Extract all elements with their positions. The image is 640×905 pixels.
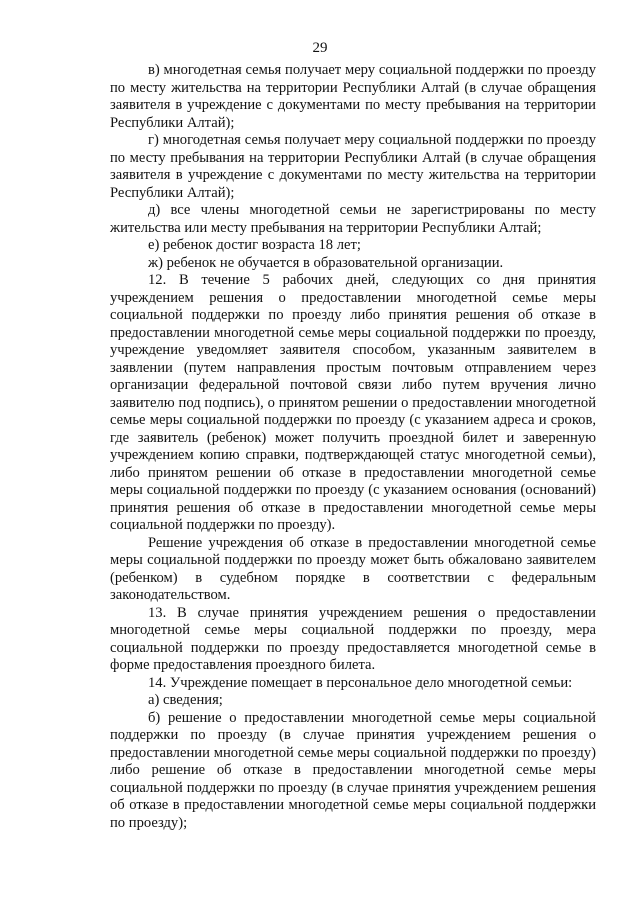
paragraph-d: д) все члены многодетной семьи не зарегистрированы по месту жительства или месту пребывания на территории Республики Алтай; xyxy=(110,202,596,236)
paragraph-e: е) ребенок достиг возраста 18 лет; xyxy=(148,237,361,253)
document-body xyxy=(110,62,596,832)
paragraph-g: г) многодетная семья получает меру социальной поддержки по проезду по месту пребывания на территории Республики Алтай (в случае обращения заявителя в учреждение с документами по месту жительства на территории Республики Алтай); xyxy=(110,132,596,201)
paragraph-appeal: Решение учреждения об отказе в предоставлении многодетной семье меры социальной поддержки по проезду может быть обжаловано заявителем (ребенком) в судебном порядке в соответствии с федеральным законодательством. xyxy=(110,534,596,603)
paragraph-14b: б) решение о предоставлении многодетной семье меры социальной поддержки по проезду (в случае принятия учреждением решения о предоставлении многодетной семье меры социальной поддержки по проезду) либо решение об отказе в предоставлении многодетной семье меры социальной поддержки по проезду (в случае принятия учреждением решения об отказе в предоставлении многодетной семье меры социальной поддержки по проезду); xyxy=(110,709,596,831)
page-number: 29 xyxy=(312,40,328,56)
paragraph-14: 14. Учреждение помещает в персональное дело многодетной семьи: xyxy=(148,674,573,691)
paragraph-zh: ж) ребенок не обучается в образовательной организации. xyxy=(148,254,504,271)
paragraph-12: 12. В течение 5 рабочих дней, следующих со дня принятия учреждением решения о предоставлении многодетной семье меры социальной поддержки по проезду либо принятия решения об отказе в предоставлении многодетной семье меры социальной поддержки по проезду, учреждение уведомляет заявителя способом, указанным заявителем в заявлении (путем направления простым почтовым отправлением через организации федеральной почтовой связи либо путем вручения лично заявителю под подпись), о принятом решении о предоставлении многодетной семье меры социальной поддержки по проезду (с указанием адреса и сроков, где заявитель (ребенок) может получить проездной билет и заверенную учреждением копию справки, подтверждающей статус многодетной семьи), либо принятом решении об отказе в предоставлении многодетной семье меры социальной поддержки по проезду (с указанием основания (оснований) принятия решения об отказе в предоставлении многодетной семье меры социальной поддержки по проезду). xyxy=(110,272,596,533)
paragraph-14a: а) сведения; xyxy=(148,692,223,708)
paragraph-13: 13. В случае принятия учреждением решения о предоставлении многодетной семье меры социальной поддержки по проезду, мера социальной поддержки по проезду предоставляется многодетной семье в форме предоставления проездного билета. xyxy=(110,604,596,673)
paragraph-v: в) многодетная семья получает меру социальной поддержки по проезду по месту жительства на территории Республики Алтай (в случае обращения заявителя в учреждение с документами по месту пребывания на территории Республики Алтай); xyxy=(110,62,596,131)
